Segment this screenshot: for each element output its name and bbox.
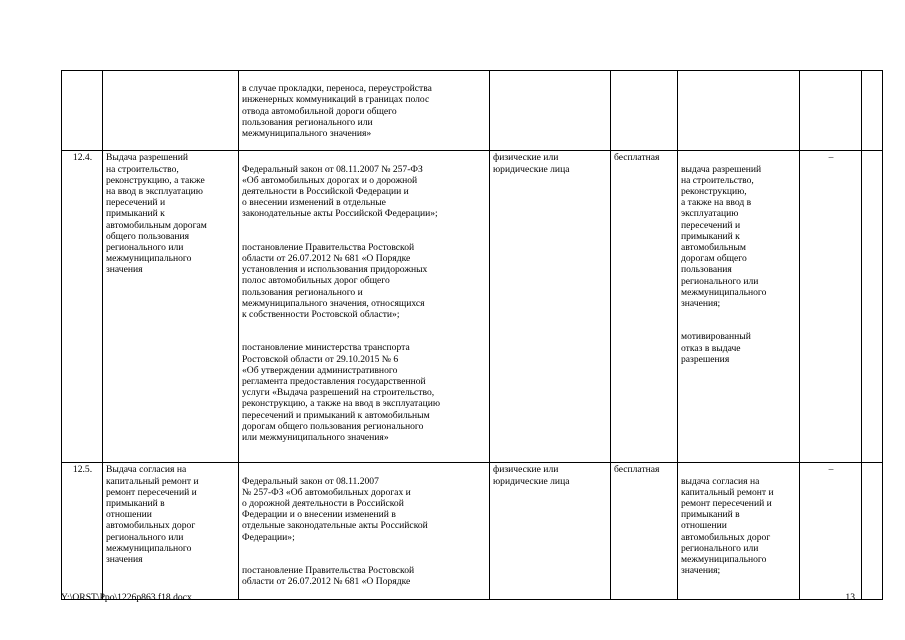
result-paragraph: выдача разрешений на строительство, реконструкцию, а также на ввод в эксплуатацию пересечений и примыканий к автомобильным дорогам общего пользования регионального или межмуниципального значения; bbox=[681, 163, 767, 310]
cost: бесплатная bbox=[611, 463, 678, 599]
legal-basis-paragraph: Федеральный закон от 08.11.2007 № 257-ФЗ «Об автомобильных дорогах и о дорожной деятельности в Российской Федерации и о внесении изменений в отдельные законодательные акты Российской Федерации»; bbox=[242, 475, 428, 543]
legal-basis-paragraph: постановление Правительства Ростовской области от 26.07.2012 № 681 «О Порядке установления и использования придорожных полос автомобильных дорог общего пользования регионального и межмуниципального значения, относящихся к собственности Ростовской области»; bbox=[242, 241, 428, 321]
result-paragraph: выдача согласия на капитальный ремонт и ремонт пересечений и примыканий в отношении автомобильных дорог регионального или межмуниципального значения; bbox=[681, 475, 774, 577]
side-column bbox=[862, 463, 883, 599]
page-number: 13 bbox=[845, 592, 855, 603]
applicants: физические или юридические лица bbox=[490, 463, 611, 599]
row-number: 12.4. bbox=[62, 151, 103, 463]
result bbox=[678, 71, 800, 151]
cost bbox=[611, 71, 678, 151]
result bbox=[678, 463, 800, 599]
legal-basis bbox=[239, 463, 490, 599]
extra-column: – bbox=[800, 463, 862, 599]
result-paragraph: мотивированный отказ в выдаче разрешения bbox=[681, 331, 751, 365]
service-name: Выдача согласия на капитальный ремонт и ремонт пересечений и примыканий в отношении автомобильных дорог регионального или межмуниципального значения bbox=[103, 463, 239, 599]
applicants bbox=[490, 71, 611, 151]
table-row bbox=[62, 71, 883, 151]
legal-basis-paragraph: постановление министерства транспорта Ростовской области от 29.10.2015 № 6 «Об утверждении административного регламента предоставления государственной услуги «Выдача разрешений на строительство, реконструкцию, а также на ввод в эксплуатацию пересечений и примыканий к автомобильным дорогам общего пользования регионального или межмуниципального значения» bbox=[242, 342, 441, 444]
side-column bbox=[862, 151, 883, 463]
legal-basis-paragraph: в случае прокладки, переноса, переустройства инженерных коммуникаций в границах полос отвода автомобильной дороги общего пользования регионального или межмуниципального значения» bbox=[242, 83, 432, 140]
result bbox=[678, 151, 800, 463]
legal-basis-paragraph: Федеральный закон от 08.11.2007 № 257-ФЗ «Об автомобильных дорогах и о дорожной деятельности в Российской Федерации и о внесении изменений в отдельные законодательные акты Российской Федерации»; bbox=[242, 163, 438, 220]
legal-basis bbox=[239, 151, 490, 463]
cost: бесплатная bbox=[611, 151, 678, 463]
row-number bbox=[62, 71, 103, 151]
services-table bbox=[61, 70, 883, 600]
file-path-footer: Y:\ORST\Ppo\1226p863.f18.docx bbox=[61, 592, 192, 603]
side-column bbox=[862, 71, 883, 151]
service-name bbox=[103, 71, 239, 151]
service-name: Выдача разрешений на строительство, реконструкцию, а также на ввод в эксплуатацию пересечений и примыканий к автомобильным дорогам общего пользования регионального или межмуниципального значения bbox=[103, 151, 239, 463]
extra-column: – bbox=[800, 151, 862, 463]
extra-column bbox=[800, 71, 862, 151]
table-row bbox=[62, 463, 883, 599]
row-number: 12.5. bbox=[62, 463, 103, 599]
table-row bbox=[62, 151, 883, 463]
applicants: физические или юридические лица bbox=[490, 151, 611, 463]
legal-basis bbox=[239, 71, 490, 151]
legal-basis-paragraph: постановление Правительства Ростовской области от 26.07.2012 № 681 «О Порядке bbox=[242, 565, 415, 588]
